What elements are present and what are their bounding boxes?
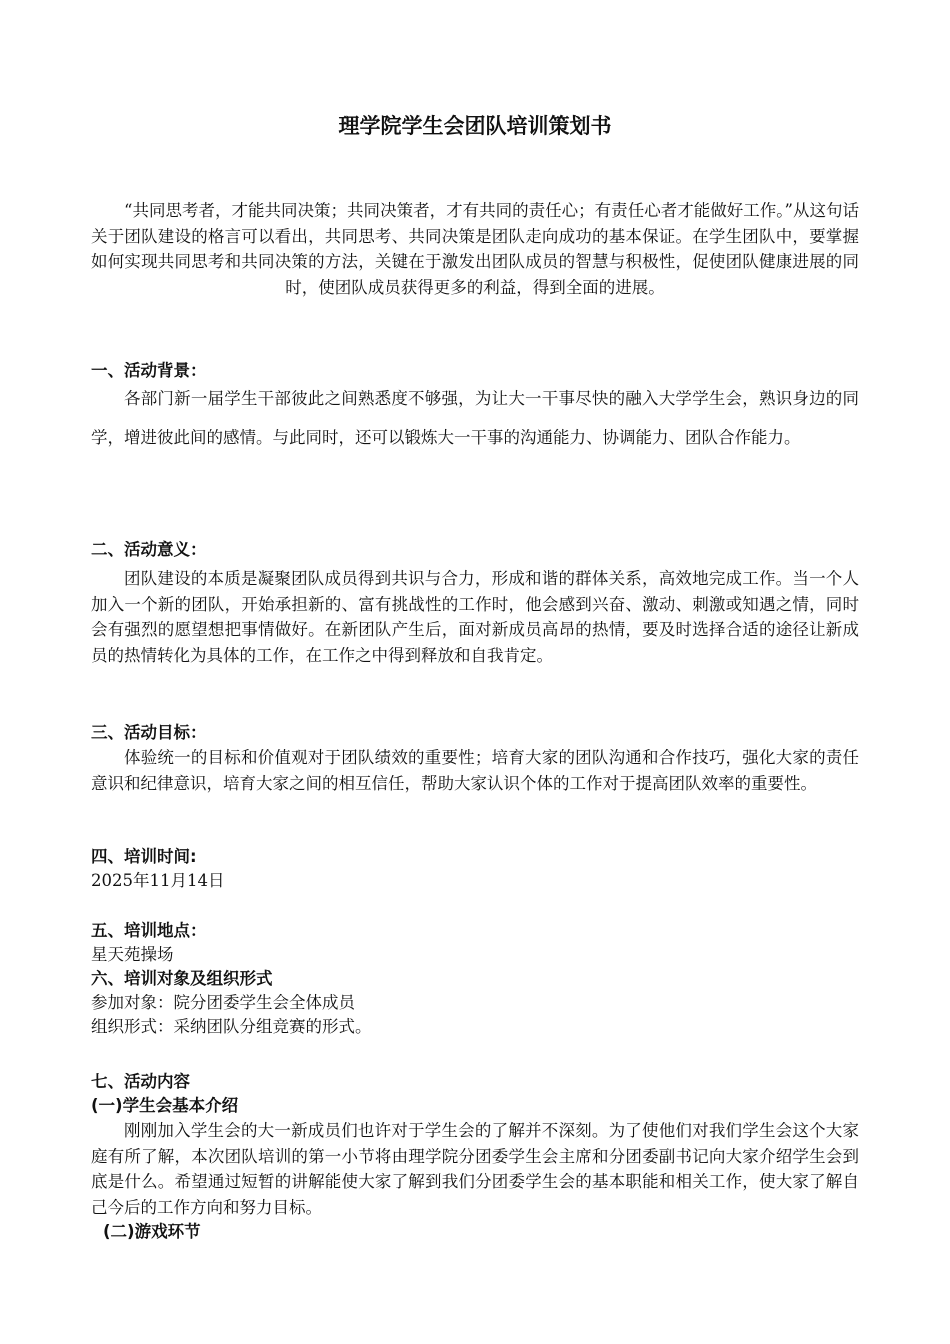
section-line: 参加对象：院分团委学生会全体成员 [91,993,355,1012]
subsection-heading: (一)学生会基本介绍 [91,1096,239,1115]
section-body: 星天苑操场 [91,945,174,964]
section-line: 组织形式：采纳团队分组竞赛的形式。 [91,1017,372,1036]
section-heading: 三、活动目标： [91,723,207,742]
subsection-heading: (二)游戏环节 [103,1222,201,1241]
section-content [91,1070,859,1244]
section-body: 体验统一的目标和价值观对于团队绩效的重要性；培育大家的团队沟通和合作技巧，强化大家的责任意识和纪律意识，培育大家之间的相互信任，帮助大家认识个体的工作对于提高团队效率的重要性。 [91,748,859,793]
section-heading: 四、培训时间: [91,847,197,866]
section-location [91,919,859,1039]
section-body: 团队建设的本质是凝聚团队成员得到共识与合力，形成和谐的群体关系，高效地完成工作。当一个人加入一个新的团队，开始承担新的、富有挑战性的工作时，他会感到兴奋、激动、刺激或知遇之情，同时会有强烈的愿望想把事情做好。在新团队产生后，面对新成员高昂的热情，要及时选择合适的途径让新成员的热情转化为具体的工作，在工作之中得到释放和自我肯定。 [91,569,859,665]
intro-section [91,198,859,300]
section-heading: 二、活动意义： [91,540,207,559]
section-significance [91,538,859,668]
document-title: 理学院学生会团队培训策划书 [338,114,612,138]
section-background [91,359,859,457]
section-body: 各部门新一届学生干部彼此之间熟悉度不够强，为让大一干事尽快的融入大学学生会，熟识身边的同学，增进彼此间的感情。与此同时，还可以锻炼大一干事的沟通能力、协调能力、团队合作能力。 [91,389,859,447]
section-heading: 六、培训对象及组织形式 [91,969,273,988]
section-body: 刚刚加入学生会的大一新成员们也许对于学生会的了解并不深刻。为了使他们对我们学生会这个大家庭有所了解，本次团队培训的第一小节将由理学院分团委学生会主席和分团委副书记向大家介绍学生会到底是什么。希望通过短暂的讲解能使大家了解到我们分团委学生会的基本职能和相关工作，使大家了解自己今后的工作方向和努力目标。 [91,1121,859,1217]
section-heading: 七、活动内容 [91,1072,190,1091]
section-heading: 一、活动背景： [91,361,207,380]
section-heading: 五、培训地点： [91,921,207,940]
section-goals [91,721,859,796]
section-time [91,845,859,893]
intro-paragraph: “共同思考者，才能共同决策；共同决策者，才有共同的责任心；有责任心者才能做好工作。”从这句话关于团队建设的格言可以看出，共同思考、共同决策是团队走向成功的基本保证。在学生团队中，要掌握如何实现共同思考和共同决策的方法，关键在于激发出团队成员的智慧与积极性，促使团队健康进展的同时，使团队成员获得更多的利益，得到全面的进展。 [91,201,859,297]
section-body: 2025年11月14日 [91,871,225,890]
